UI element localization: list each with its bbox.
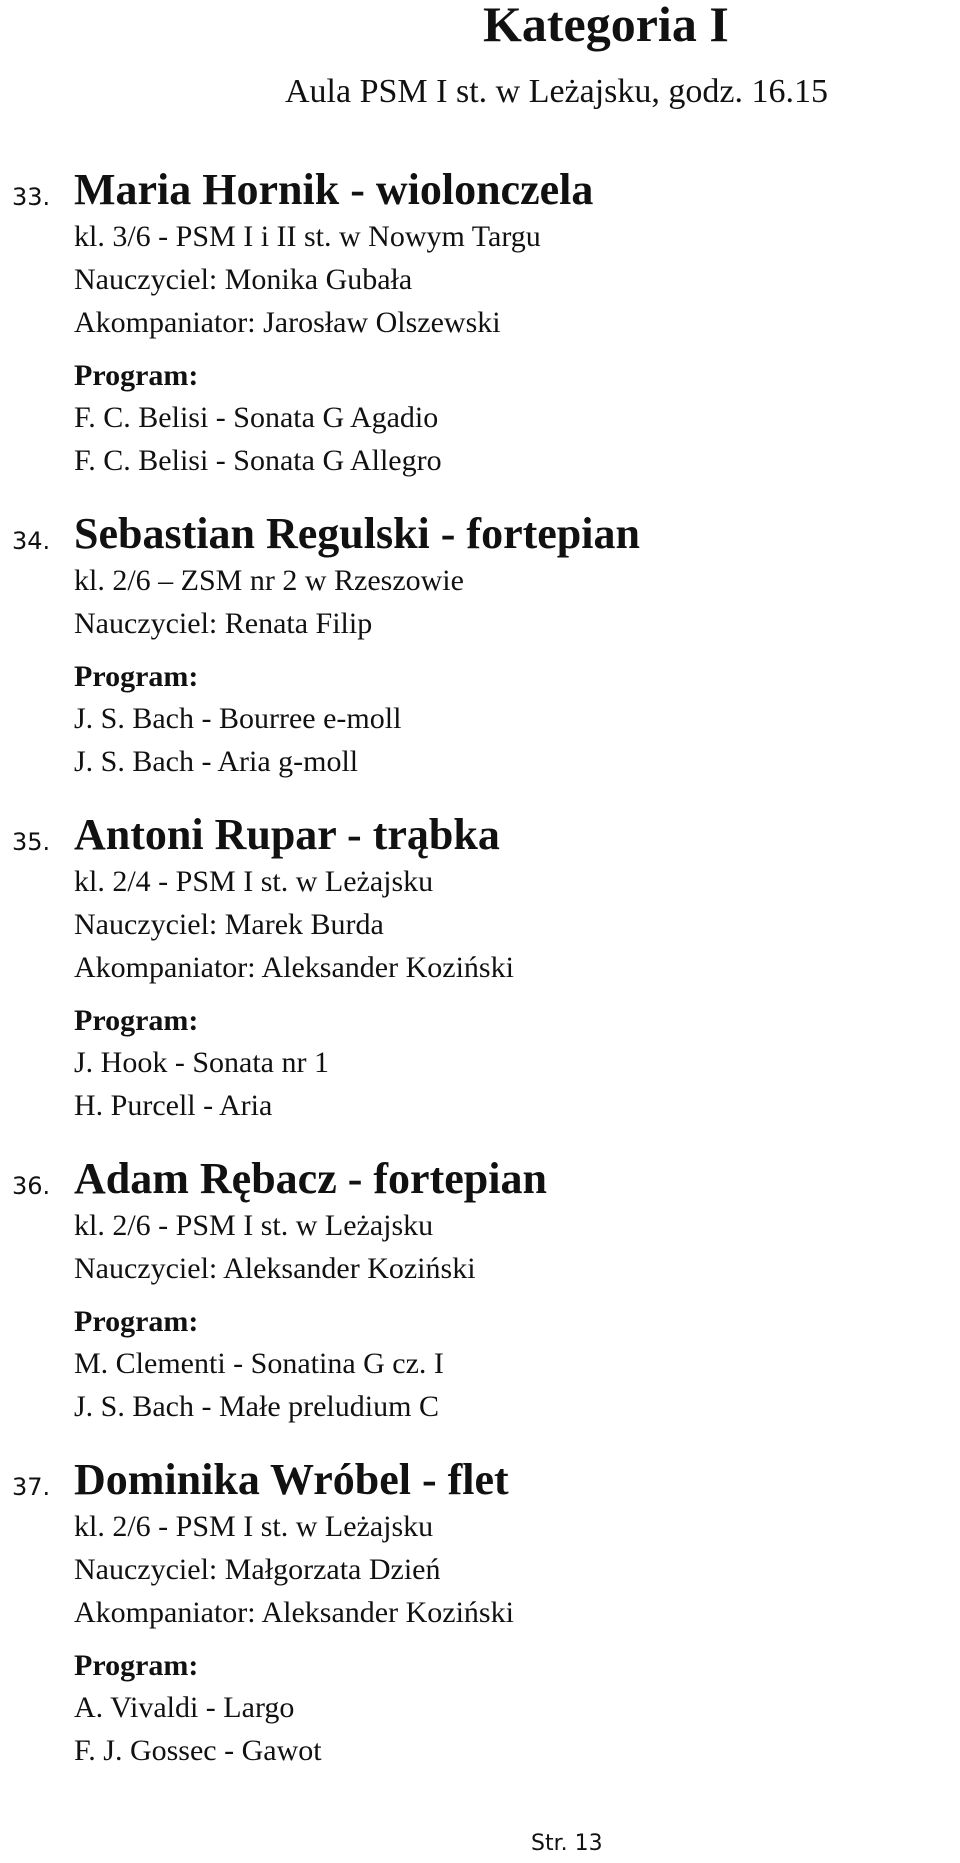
venue-line: Aula PSM I st. w Leżajsku, godz. 16.15 (285, 73, 829, 110)
performer-name: Dominika Wróbel - flet (74, 1455, 509, 1504)
accompanist-line: Akompaniator: Aleksander Koziński (74, 1596, 514, 1629)
program-label: Program: (74, 1305, 199, 1338)
school-line: kl. 2/6 – ZSM nr 2 w Rzeszowie (74, 564, 464, 597)
program-piece: J. S. Bach - Małe preludium C (74, 1390, 439, 1423)
program-piece: F. C. Belisi - Sonata G Allegro (74, 444, 442, 477)
performer-entry (0, 810, 960, 1127)
entry-number: 34. (12, 527, 51, 555)
school-line: kl. 2/6 - PSM I st. w Leżajsku (74, 1510, 434, 1543)
program-label: Program: (74, 1004, 199, 1037)
program-piece: J. Hook - Sonata nr 1 (74, 1046, 329, 1079)
teacher-line: Nauczyciel: Aleksander Koziński (74, 1252, 476, 1285)
teacher-line: Nauczyciel: Małgorzata Dzień (74, 1553, 441, 1586)
performer-entry (0, 509, 960, 783)
teacher-line: Nauczyciel: Monika Gubała (74, 263, 413, 296)
program-piece: M. Clementi - Sonatina G cz. I (74, 1347, 444, 1380)
program-piece: H. Purcell - Aria (74, 1089, 273, 1122)
teacher-line: Nauczyciel: Marek Burda (74, 908, 384, 941)
entry-number: 37. (12, 1473, 51, 1501)
performer-entry (0, 1154, 960, 1428)
page-number: Str. 13 (531, 1831, 603, 1856)
performer-name: Adam Rębacz - fortepian (74, 1154, 547, 1203)
program-piece: A. Vivaldi - Largo (74, 1691, 295, 1724)
performer-name: Maria Hornik - wiolonczela (74, 165, 594, 214)
category-title: Kategoria I (483, 0, 729, 52)
school-line: kl. 2/4 - PSM I st. w Leżajsku (74, 865, 434, 898)
accompanist-line: Akompaniator: Aleksander Koziński (74, 951, 514, 984)
school-line: kl. 3/6 - PSM I i II st. w Nowym Targu (74, 220, 541, 253)
performer-name: Antoni Rupar - trąbka (74, 810, 500, 859)
program-piece: J. S. Bach - Bourree e-moll (74, 702, 402, 735)
program-label: Program: (74, 359, 199, 392)
entry-number: 35. (12, 828, 51, 856)
entry-number: 33. (12, 183, 51, 211)
program-piece: F. C. Belisi - Sonata G Agadio (74, 401, 439, 434)
school-line: kl. 2/6 - PSM I st. w Leżajsku (74, 1209, 434, 1242)
performer-list (0, 165, 960, 1799)
performer-name: Sebastian Regulski - fortepian (74, 509, 640, 558)
teacher-line: Nauczyciel: Renata Filip (74, 607, 373, 640)
performer-entry (0, 165, 960, 482)
accompanist-line: Akompaniator: Jarosław Olszewski (74, 306, 501, 339)
performer-entry (0, 1455, 960, 1772)
entry-number: 36. (12, 1172, 51, 1200)
program-label: Program: (74, 660, 199, 693)
program-piece: F. J. Gossec - Gawot (74, 1734, 322, 1767)
program-label: Program: (74, 1649, 199, 1682)
program-piece: J. S. Bach - Aria g-moll (74, 745, 359, 778)
